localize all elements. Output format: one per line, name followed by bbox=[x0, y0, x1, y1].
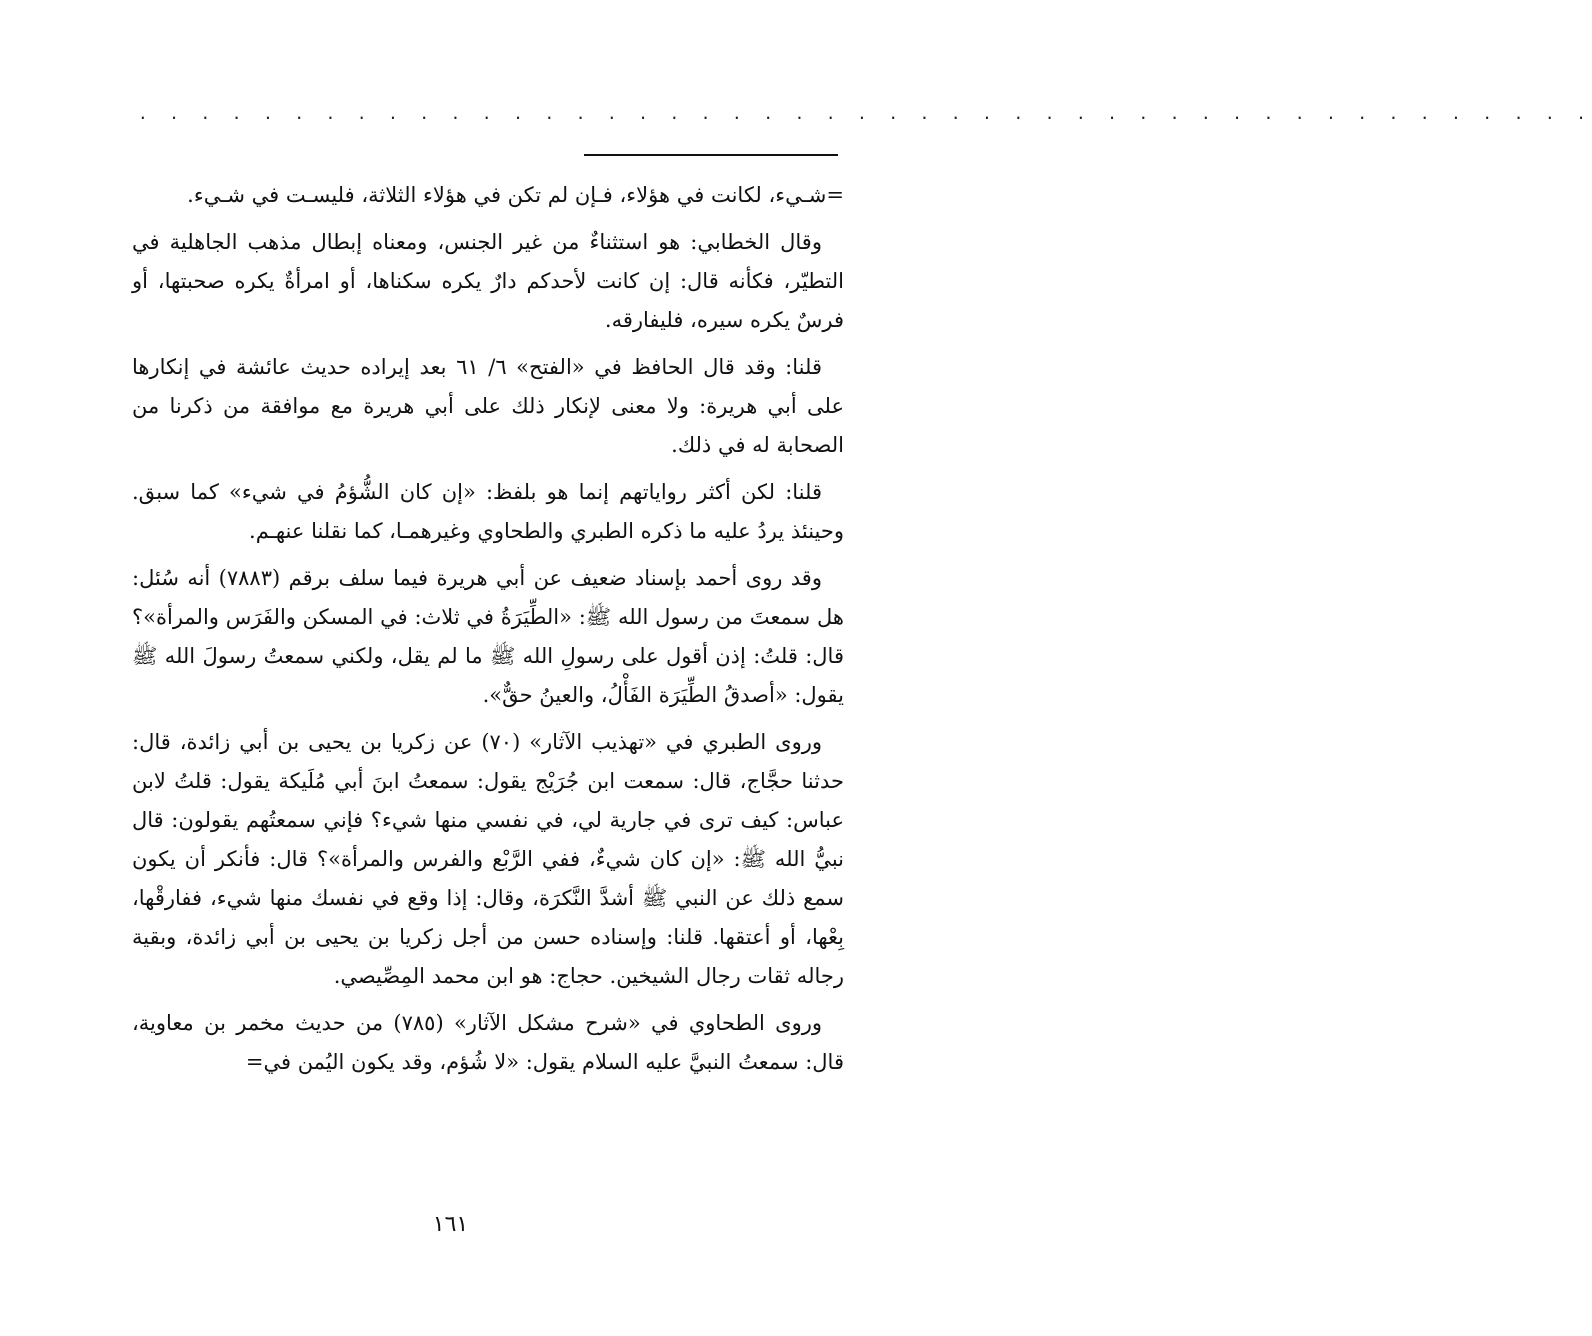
footnote-text bbox=[132, 176, 844, 1090]
page-number: ١٦١ bbox=[432, 1212, 469, 1237]
dotted-separator: . . . . . . . . . . . . . . . . . . . . . . . . . . . . . . . . . . . . . . . . . . . . . . . bbox=[138, 104, 1592, 123]
paragraph-continuation: =شـيء، لكانت في هؤلاء، فـإن لم تكن في هؤلاء الثلاثة، فليسـت في شـيء. bbox=[187, 183, 844, 207]
paragraph-hafiz: قلنا: وقد قال الحافظ في «الفتح» ٦/ ٦١ بعد إيراده حديث عائشة في إنكارها على أبي هريرة: ولا معنى لإنكار ذلك على أبي هريرة مع موافقة من ذكرنا من الصحابة له في ذلك. bbox=[132, 355, 844, 457]
paragraph-ahmad: وقد روى أحمد بإسناد ضعيف عن أبي هريرة فيما سلف برقم (٧٨٨٣) أنه سُئل: هل سمعتَ من رسول الله ﷺ: «الطِّيَرَةُ في ثلاث: في المسكن والفَرَس والمرأة»؟ قال: قلتُ: إذن أقول على رسولِ الله ﷺ ما لم يقل، ولكني سمعتُ رسولَ الله ﷺ يقول: «أصدقُ الطِّيَرَة الفَأْلُ، والعينُ حقٌّ». bbox=[132, 566, 844, 707]
footnote-rule bbox=[584, 154, 838, 156]
paragraph-khattabi: وقال الخطابي: هو استثناءٌ من غير الجنس، ومعناه إبطال مذهب الجاهلية في التطيّر، فكأنه قال: إن كانت لأحدكم دارٌ يكره سكناها، أو امرأةٌ يكره صحبتها، أو فرسٌ يكره سيره، فليفارقه. bbox=[132, 230, 844, 332]
paragraph-tahawi: وروى الطحاوي في «شرح مشكل الآثار» (٧٨٥) من حديث مخمر بن معاوية، قال: سمعتُ النبيَّ عليه السلام يقول: «لا شُؤم، وقد يكون اليُمن في= bbox=[132, 1011, 844, 1074]
paragraph-tabari: وروى الطبري في «تهذيب الآثار» (٧٠) عن زكريا بن يحيى بن أبي زائدة، قال: حدثنا حجَّاج، قال: سمعت ابن جُرَيْج يقول: سمعتُ ابنَ أبي مُلَيكة يقول: قلتُ لابن عباس: كيف ترى في جارية لي، في نفسي منها شيء؟ فإني سمعتُهم يقولون: قال نبيُّ الله ﷺ: «إن كان شيءٌ، ففي الرَّبْع والفرس والمرأة»؟ قال: فأنكر أن يكون سمع ذلك عن النبي ﷺ أشدَّ النَّكرَة، وقال: إذا وقع في نفسك منها شيء، ففارقْها، بِعْها، أو أعتقها. قلنا: وإسناده حسن من أجل زكريا بن يحيى بن أبي زائدة، وبقية رجاله ثقات رجال الشيخين. حجاج: هو ابن محمد المِصِّيصي. bbox=[132, 730, 844, 988]
paragraph-riwayat: قلنا: لكن أكثر رواياتهم إنما هو بلفظ: «إن كان الشُّؤمُ في شيء» كما سبق. وحينئذ يردُ عليه ما ذكره الطبري والطحاوي وغيرهمـا، كما نقلنا عنهـم. bbox=[132, 480, 844, 543]
